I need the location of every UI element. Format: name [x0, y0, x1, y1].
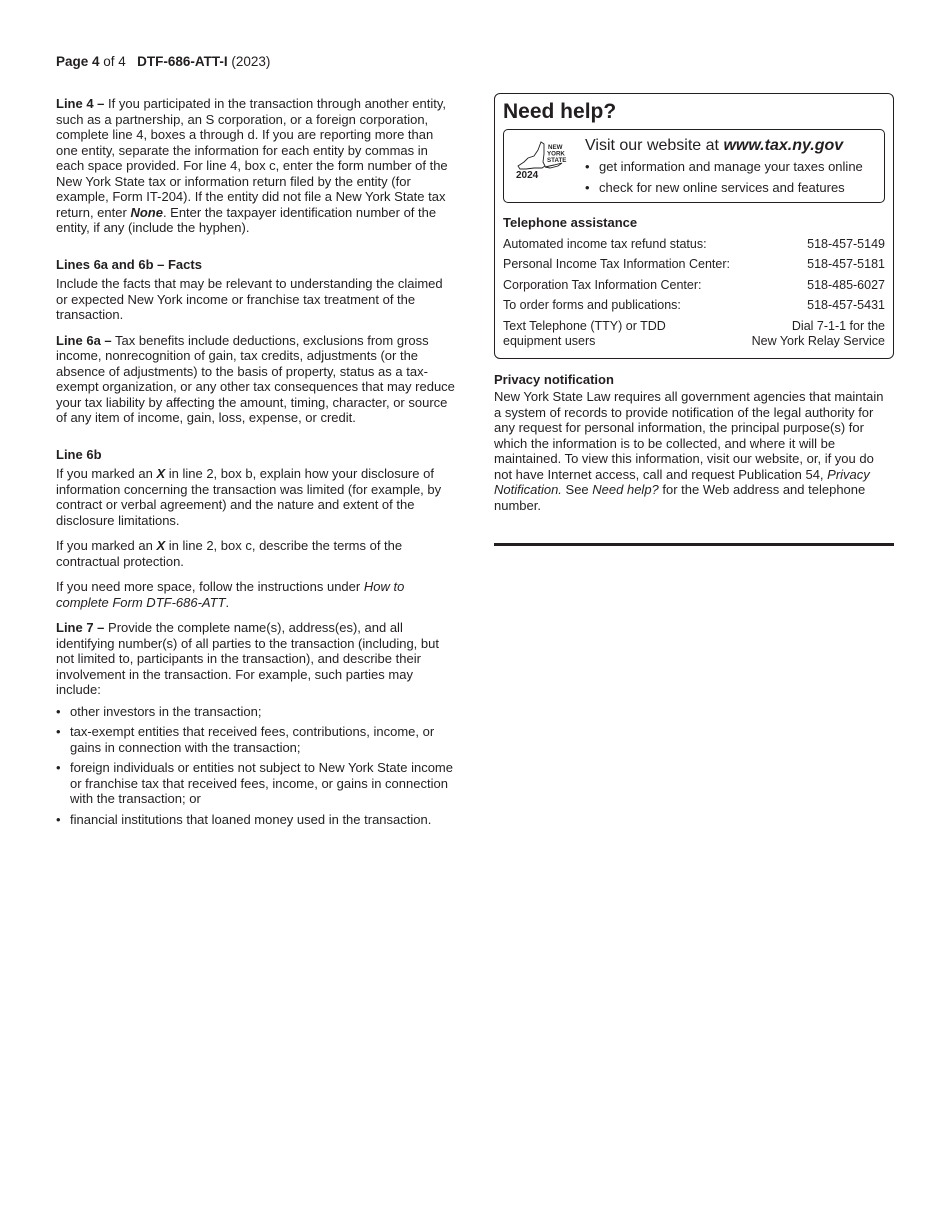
privacy-paragraph [494, 389, 894, 513]
line6b-paragraph-3 [56, 579, 456, 610]
line7-bullet-list [56, 704, 456, 828]
phone-number: 518-457-5431 [807, 298, 885, 312]
list-item: • other investors in the transaction; [56, 704, 456, 720]
website-bullet-list [585, 159, 863, 200]
privacy-text: New York State Law requires all government agencies that maintain a system of records to provide notification of the legal authority for any request for personal information, the principal purpose(s) for which the information is to be collected, and where it will be maintained. To view this information, visit our website, or, if you do not have Internet access, call and request Publication 54, [494, 389, 884, 482]
line6b-p1-pre: If you marked an [56, 466, 157, 481]
list-item: • financial institutions that loaned money used in the transaction. [56, 812, 456, 828]
instructions-reference: How to complete Form DTF-686-ATT [56, 579, 405, 610]
website-prefix: Visit our website at [585, 137, 724, 154]
phone-row [503, 319, 885, 350]
none-emphasis: None [130, 204, 163, 220]
telephone-heading: Telephone assistance [503, 215, 638, 230]
phone-label: Personal Income Tax Information Center: [503, 257, 730, 271]
phone-number: 518-457-5181 [807, 257, 885, 271]
line6a-label: Line 6a – [56, 332, 112, 348]
line6b-p3-post: . [225, 594, 230, 610]
form-year: (2023) [231, 54, 271, 69]
line6a-paragraph [56, 333, 456, 426]
left-column [56, 96, 456, 832]
line4-label: Line 4 – [56, 96, 105, 111]
line7-text: Provide the complete name(s), address(es), and all identifying number(s) of all parties to the transaction (including, but not limited to, participants in the transaction), and describe their involvement in the transaction. For example, such parties may include: [56, 620, 439, 697]
need-help-title: Need help? [503, 100, 617, 123]
need-help-box [494, 93, 894, 359]
phone-label: Text Telephone (TTY) or TDD equipment users [503, 318, 666, 348]
line6b-heading: Line 6b [56, 446, 102, 462]
line7-paragraph [56, 620, 456, 698]
phone-number: 518-457-5149 [807, 236, 885, 251]
line6b-p2-post: in line 2, box c, describe the terms of the contractual protection. [56, 538, 403, 569]
form-number: DTF-686-ATT-I [137, 54, 228, 69]
page-number: Page 4 [56, 54, 100, 69]
line6b-p3-pre: If you need more space, follow the instructions under [56, 579, 364, 594]
phone-row [503, 237, 885, 253]
line7-label: Line 7 – [56, 620, 105, 635]
phone-row [503, 257, 885, 273]
phone-row [503, 298, 885, 314]
privacy-heading: Privacy notification [494, 371, 614, 387]
phone-label: Automated income tax refund status: [503, 236, 707, 251]
line4-text: If you participated in the transaction through another entity, such as a partnership, an S corporation, or a foreign corporation, complete line 4, boxes a through d. If you are reporting more than one entity, separate the information for each entity by commas in each space provided. For line 4, box c, enter the form number of the New York State tax or information return filed by the entity (for example, Form IT-204). If the entity did not file a New York State tax return, enter [56, 96, 448, 220]
list-item: • get information and manage your taxes online [585, 159, 863, 175]
x-mark: X [156, 466, 166, 481]
website-link[interactable]: www.tax.ny.gov [723, 137, 844, 154]
phone-number: 518-485-6027 [807, 277, 885, 292]
privacy-publication-title: Privacy Notification. [494, 466, 870, 497]
phone-number: Dial 7-1-1 for the New York Relay Service [751, 318, 885, 348]
privacy-text-end: for the Web address and telephone number. [494, 482, 866, 513]
phone-label: To order forms and publications: [503, 298, 681, 312]
line6b-p2-pre: If you marked an [56, 538, 157, 553]
list-item: • check for new online services and features [585, 180, 863, 196]
need-help-reference: Need help? [592, 482, 659, 497]
page-header [56, 54, 270, 70]
x-mark: X [156, 538, 166, 553]
phone-row [503, 278, 885, 294]
ny-state-map-logo-icon [514, 138, 570, 180]
line6b-p1-post: in line 2, box b, explain how your disclosure of information concerning the transaction was limited (for example, by contract or verbal agreement) and the nature and extent of the disclosure limitations. [56, 466, 442, 528]
logo-text-new: NEW YORK STATE [547, 144, 567, 164]
list-item: • tax-exempt entities that received fees, contributions, income, or gains in connection with the transaction; [56, 724, 456, 755]
section-divider [494, 543, 894, 546]
line4-text-end: . Enter the taxpayer identification number of the entity, if any (include the hyphen). [56, 204, 437, 235]
list-item: • foreign individuals or entities not subject to New York State income or franchise tax that received fees, income, or gains in connection with the transaction; or [56, 760, 456, 807]
line4-paragraph [56, 96, 456, 236]
line6a-text: Tax benefits include deductions, exclusions from gross income, nonrecognition of gain, tax credits, adjustments (or the absence of adjustments) to the basis of property, status as a tax-exempt organization, or any other tax consequences that may reduce your tax liability by affecting the amount, timing, character, or source of any item of income, gain, loss, expense, or credit. [56, 332, 455, 425]
privacy-text-mid: See [561, 482, 593, 497]
phone-label: Corporation Tax Information Center: [503, 277, 702, 292]
website-box [503, 129, 885, 203]
page-total: of 4 [103, 54, 126, 69]
logo-year: 2024 [516, 170, 539, 180]
website-line [585, 136, 843, 156]
facts-paragraph: Include the facts that may be relevant to understanding the claimed or expected New York income or franchise tax treatment of the transaction. [56, 276, 443, 322]
right-column [494, 93, 894, 523]
facts-heading: Lines 6a and 6b – Facts [56, 256, 202, 272]
line6b-paragraph-1 [56, 466, 456, 528]
line6b-paragraph-2 [56, 538, 456, 569]
